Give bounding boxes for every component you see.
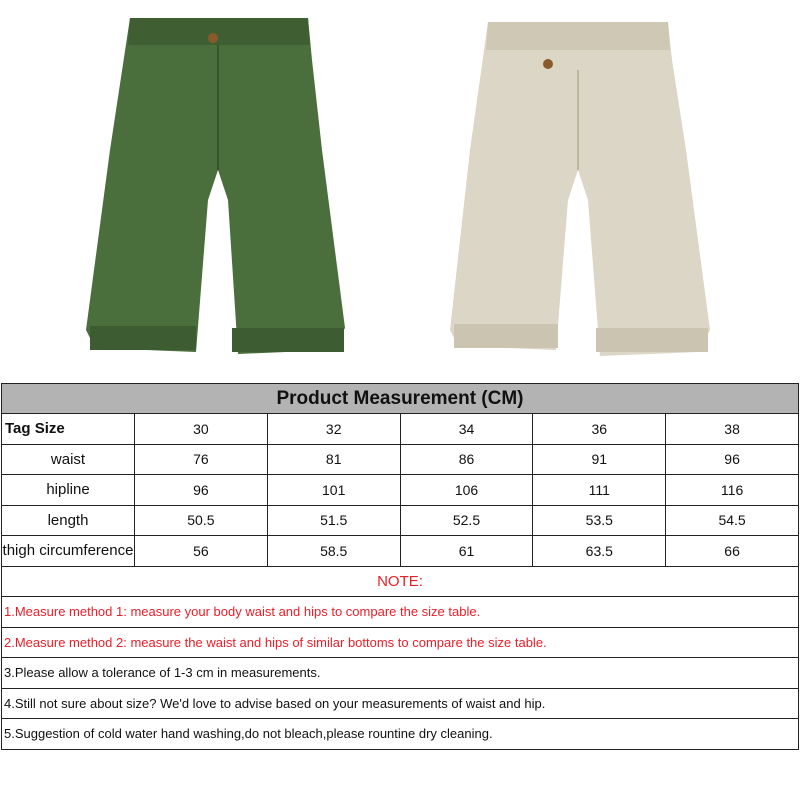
value-cell: 81 (267, 444, 400, 475)
note-item: 3.Please allow a tolerance of 1-3 cm in measurements. (2, 658, 799, 689)
table-row (2, 444, 799, 475)
value-cell: 91 (533, 444, 666, 475)
value-cell: 53.5 (533, 505, 666, 536)
table-row (2, 475, 799, 506)
value-cell: 106 (400, 475, 533, 506)
value-cell: 66 (666, 536, 799, 567)
row-label: hipline (2, 475, 135, 506)
value-cell: 56 (135, 536, 268, 567)
size-cell: 36 (533, 414, 666, 445)
size-cell: 34 (400, 414, 533, 445)
row-label: waist (2, 444, 135, 475)
value-cell: 116 (666, 475, 799, 506)
note-title: NOTE: (2, 566, 799, 597)
value-cell: 58.5 (267, 536, 400, 567)
green-shorts-image (86, 18, 345, 354)
value-cell: 61 (400, 536, 533, 567)
note-item: 4.Still not sure about size? We'd love to advise based on your measurements of waist and hip. (2, 688, 799, 719)
value-cell: 111 (533, 475, 666, 506)
note-item: 1.Measure method 1: measure your body waist and hips to compare the size table. (2, 597, 799, 628)
size-table (1, 383, 799, 750)
value-cell: 63.5 (533, 536, 666, 567)
size-cell: 30 (135, 414, 268, 445)
note-item: 2.Measure method 2: measure the waist and hips of similar bottoms to compare the size table. (2, 627, 799, 658)
row-label: length (2, 505, 135, 536)
table-row-tag-size (2, 414, 799, 445)
note-item: 5.Suggestion of cold water hand washing,do not bleach,please rountine dry cleaning. (2, 719, 799, 750)
value-cell: 76 (135, 444, 268, 475)
khaki-shorts-image (450, 22, 710, 356)
value-cell: 51.5 (267, 505, 400, 536)
size-cell: 32 (267, 414, 400, 445)
value-cell: 101 (267, 475, 400, 506)
value-cell: 96 (666, 444, 799, 475)
row-label: Tag Size (2, 414, 135, 445)
table-row (2, 536, 799, 567)
row-label: thigh circumference (2, 536, 135, 567)
value-cell: 96 (135, 475, 268, 506)
product-photo (0, 0, 800, 380)
value-cell: 54.5 (666, 505, 799, 536)
table-row (2, 505, 799, 536)
value-cell: 86 (400, 444, 533, 475)
size-cell: 38 (666, 414, 799, 445)
value-cell: 50.5 (135, 505, 268, 536)
value-cell: 52.5 (400, 505, 533, 536)
table-title: Product Measurement (CM) (2, 384, 799, 414)
